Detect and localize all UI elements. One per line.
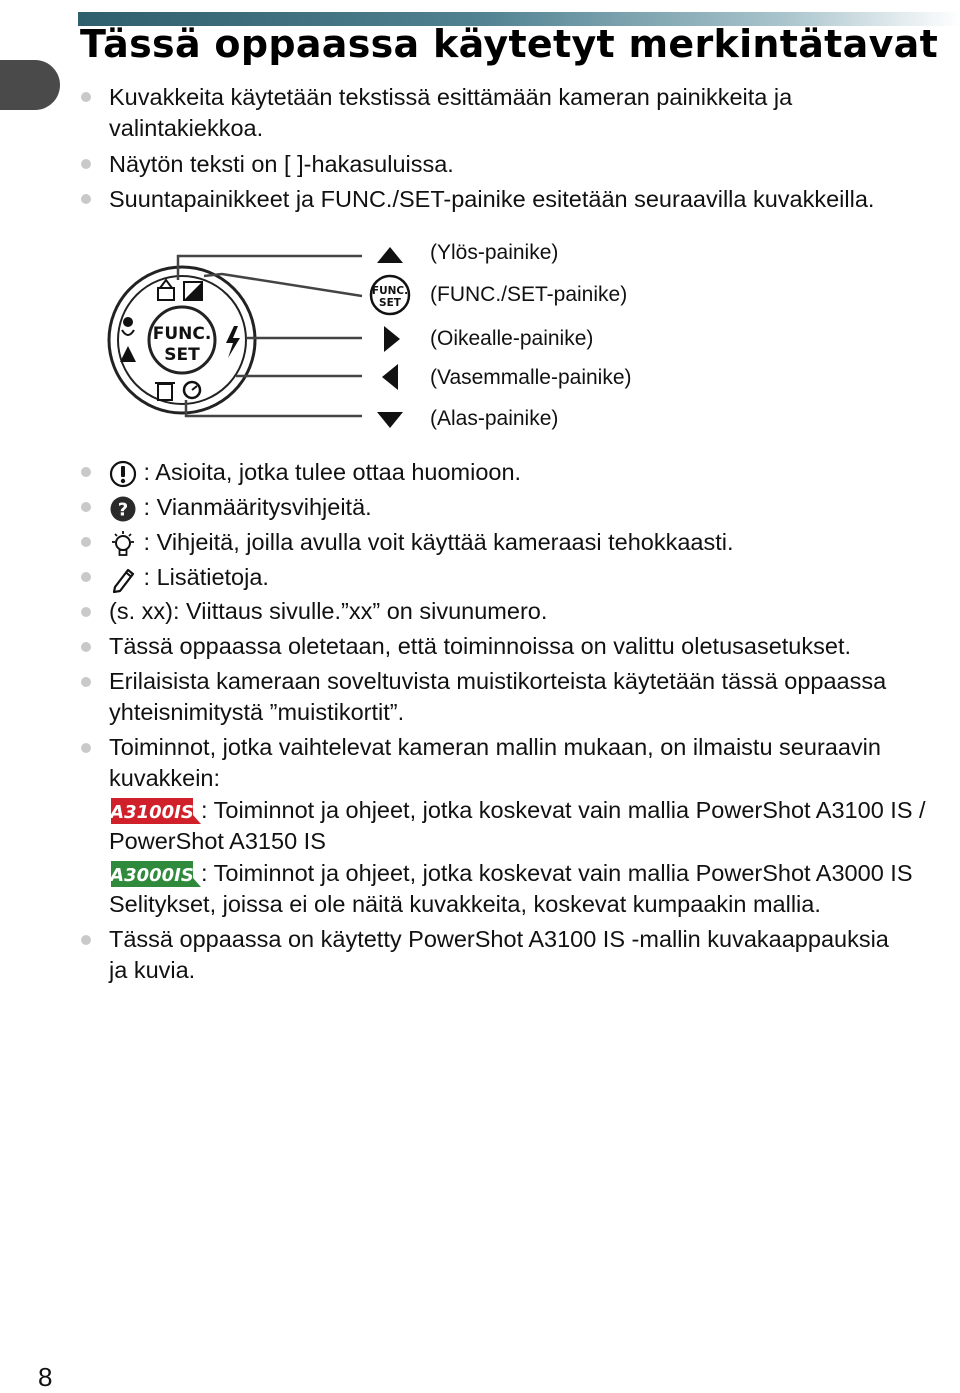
model-a3100-badge-text: A3100IS (110, 801, 194, 823)
func-set-icon (368, 273, 412, 317)
bullet-dot (81, 677, 91, 687)
list-item: Suuntapainikkeet ja FUNC./SET-painike esitetään seuraavilla kuvakkeilla. (109, 186, 875, 212)
notes-text: : Lisätietoja. (143, 564, 269, 590)
hint-lightbulb-icon (109, 530, 137, 558)
list-item-hint (109, 527, 734, 558)
up-arrow-icon (376, 245, 404, 265)
list-item-model-functions: Toiminnot, jotka vaihtelevat kameran mallin mukaan, on ilmaistu seuraavin (109, 734, 881, 760)
chapter-tab (0, 60, 60, 110)
caution-text: : Asioita, jotka tulee ottaa huomioon. (143, 459, 522, 485)
legend-label-func-set: (FUNC./SET-painike) (430, 283, 628, 306)
page-number: 8 (38, 1362, 53, 1392)
hint-text: : Vihjeitä, joilla avulla voit käyttää kameraasi tehokkaasti. (143, 529, 734, 555)
bullet-dot (81, 467, 91, 477)
bullet-dot (81, 502, 91, 512)
caution-icon (109, 460, 137, 488)
page-title: Tässä oppaassa käytetyt merkintätavat (80, 22, 939, 66)
pencil-icon (109, 565, 137, 593)
list-item-continuation: yhteisnimitystä ”muistikortit”. (109, 699, 405, 725)
bullet-dot (81, 537, 91, 547)
bullet-dot (81, 194, 91, 204)
model-a3100-text: : Toiminnot ja ohjeet, jotka koskevat vain mallia PowerShot A3100 IS / (201, 797, 926, 823)
list-item: Kuvakkeita käytetään tekstissä esittämään kameran painikkeita ja (109, 84, 793, 110)
model-a3100-line (109, 795, 926, 827)
list-item-page-ref: (s. xx): Viittaus sivulle.”xx” on sivunumero. (109, 598, 548, 624)
list-item-defaults: Tässä oppaassa oletetaan, että toiminnoissa on valittu oletusasetukset. (109, 633, 852, 659)
bullet-dot (81, 935, 91, 945)
troubleshooting-icon (109, 495, 137, 523)
legend-label-up: (Ylös-painike) (430, 241, 559, 264)
list-item: Näytön teksti on [ ]-hakasuluissa. (109, 151, 454, 177)
list-item-continuation: valintakiekkoa. (109, 115, 264, 141)
right-arrow-icon (382, 325, 402, 353)
troubleshooting-text: : Vianmääritysvihjeitä. (143, 494, 372, 520)
list-item-screenshots: Tässä oppaassa on käytetty PowerShot A3100 IS -mallin kuvakaappauksia (109, 926, 889, 952)
control-dial-diagram (100, 240, 370, 430)
set-icon-text: SET (379, 297, 401, 309)
model-a3100-line-2: PowerShot A3150 IS (109, 828, 326, 854)
list-item-memory-cards: Erilaisista kameraan soveltuvista muistikorteista käytetään tässä oppaassa (109, 668, 887, 694)
bullet-dot (81, 92, 91, 102)
both-models-text: Selitykset, joissa ei ole näitä kuvakkeita, koskevat kumpaakin mallia. (109, 891, 821, 917)
model-a3000-text: : Toiminnot ja ohjeet, jotka koskevat vain mallia PowerShot A3000 IS (201, 860, 913, 886)
list-item-continuation: kuvakkein: (109, 765, 221, 791)
list-item-caution (109, 457, 521, 488)
down-arrow-icon (376, 410, 404, 430)
legend-label-right: (Oikealle-painike) (430, 327, 594, 350)
legend-label-down: (Alas-painike) (430, 407, 559, 430)
bullet-dot (81, 743, 91, 753)
left-arrow-icon (380, 363, 400, 391)
dial-func-label: FUNC. (152, 324, 212, 344)
dial-set-label: SET (164, 345, 200, 365)
bullet-dot (81, 159, 91, 169)
func-icon-text: FUNC. (371, 285, 409, 297)
list-item-troubleshooting (109, 492, 372, 523)
list-item-notes (109, 562, 269, 593)
legend-label-left: (Vasemmalle-painike) (430, 366, 632, 389)
model-a3000-line (109, 858, 913, 890)
model-a3100-badge (109, 797, 201, 827)
model-a3000-badge (109, 860, 201, 890)
svg-text:?: ? (117, 499, 129, 521)
bullet-dot (81, 642, 91, 652)
model-a3000-badge-text: A3000IS (110, 864, 194, 886)
bullet-dot (81, 572, 91, 582)
bullet-dot (81, 607, 91, 617)
list-item-continuation: ja kuvia. (109, 957, 196, 983)
